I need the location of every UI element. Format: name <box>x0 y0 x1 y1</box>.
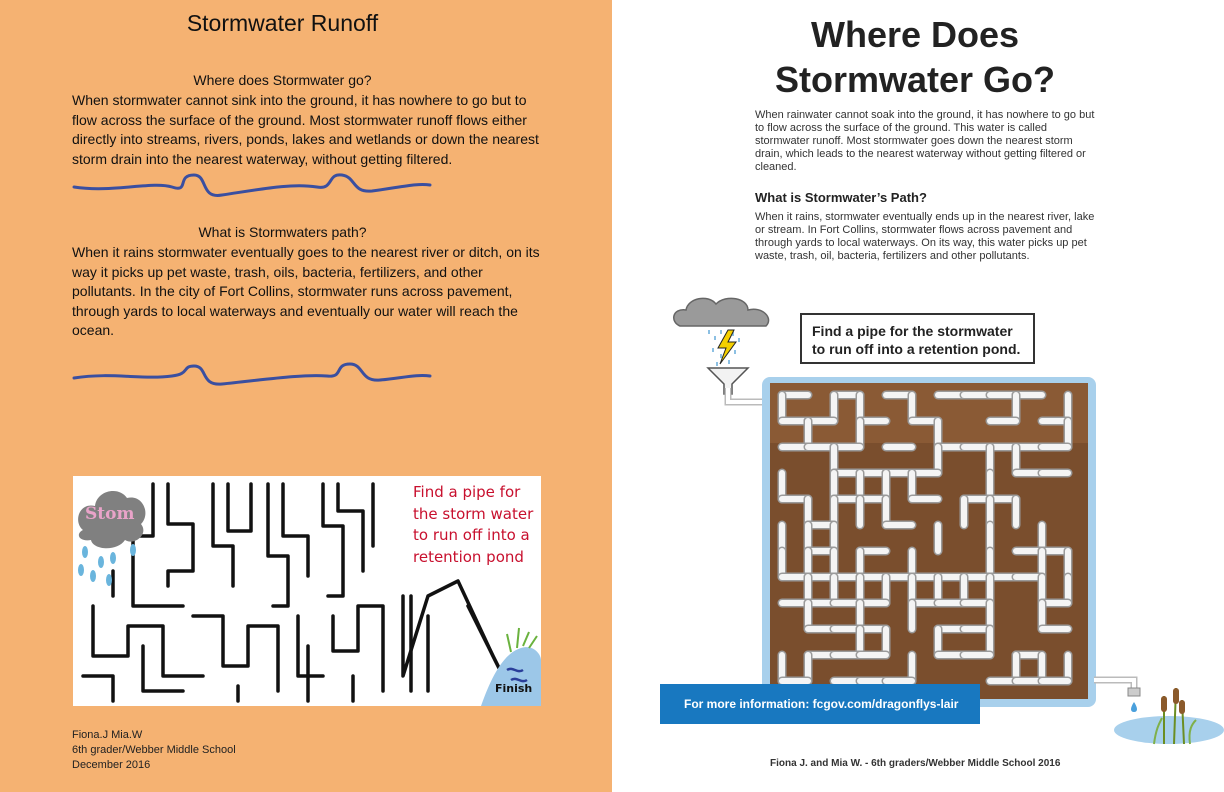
section-heading-where: Where does Stormwater go? <box>193 72 372 88</box>
section-body-where: When stormwater cannot sink into the ground, it has nowhere to go but to flow across the surface of the ground. Most stormwater runoff flows either directly into streams, rivers, ponds, lakes and wetlands or down the nearest storm drain into the nearest waterway, without getting filtered. <box>72 92 539 167</box>
title-line-1: Where Does <box>810 14 1020 55</box>
instruction-box <box>800 313 1035 364</box>
path-paragraph: When it rains, stormwater eventually ends up in the nearest river, lake or stream. In Fort Collins, stormwater flows across pavement and through yards to local waterways. On its way, this water picks up pet waste, trash, oil, bacteria, fertilizers and other pollutants. <box>755 211 1095 262</box>
pond-icon <box>1114 716 1224 744</box>
left-credits <box>72 728 236 773</box>
intro-paragraph: When rainwater cannot soak into the ground, it has nowhere to go but to flow across the surface of the ground. This water is called stormwater runoff. Most stormwater goes down the nearest storm drain, which leads to the nearest waterway without getting filtered or cleaned. <box>755 109 1095 173</box>
finish-label: Finish <box>495 682 533 695</box>
section-heading-path: What is Stormwaters path? <box>198 224 367 240</box>
section-body-path: When it rains stormwater eventually goes to the nearest river or ditch, on its way it picks up pet waste, trash, oils, bacteria, fertilizers, and other pollutants. In the city of Fort Collins, stormwater runs across pavement, through yards to local waterways and eventually our water will reach the ocean. <box>72 244 540 338</box>
title-line-2: Stormwater Go? <box>774 59 1056 100</box>
drawing-caption: Find a pipe for the storm water to run off into a retention pond <box>413 483 534 566</box>
pipe-maze[interactable] <box>762 377 1096 707</box>
path-heading: What is Stormwater’s Path? <box>755 190 927 205</box>
right-page-title <box>660 12 1170 102</box>
storm-cloud-icon <box>73 480 153 590</box>
credit-names: Fiona.J Mia.W <box>72 729 143 741</box>
wavy-divider <box>72 356 432 396</box>
student-maze-drawing <box>73 476 541 706</box>
more-info-bar[interactable]: For more information: fcgov.com/dragonflys-lair <box>660 684 980 724</box>
outlet-and-pond <box>1094 668 1224 748</box>
right-credits: Fiona J. and Mia W. - 6th graders/Webber Middle School 2016 <box>770 758 1061 769</box>
left-page-title: Stormwater Runoff <box>186 10 379 36</box>
faucet-icon <box>1128 688 1140 696</box>
instruction-text: Find a pipe for the stormwater to run off into a retention pond. <box>812 323 1021 357</box>
wavy-divider <box>72 167 432 207</box>
credit-date: December 2016 <box>72 759 151 771</box>
cloud-label: Stom <box>85 504 135 524</box>
credit-school: 6th grader/Webber Middle School <box>72 744 236 756</box>
